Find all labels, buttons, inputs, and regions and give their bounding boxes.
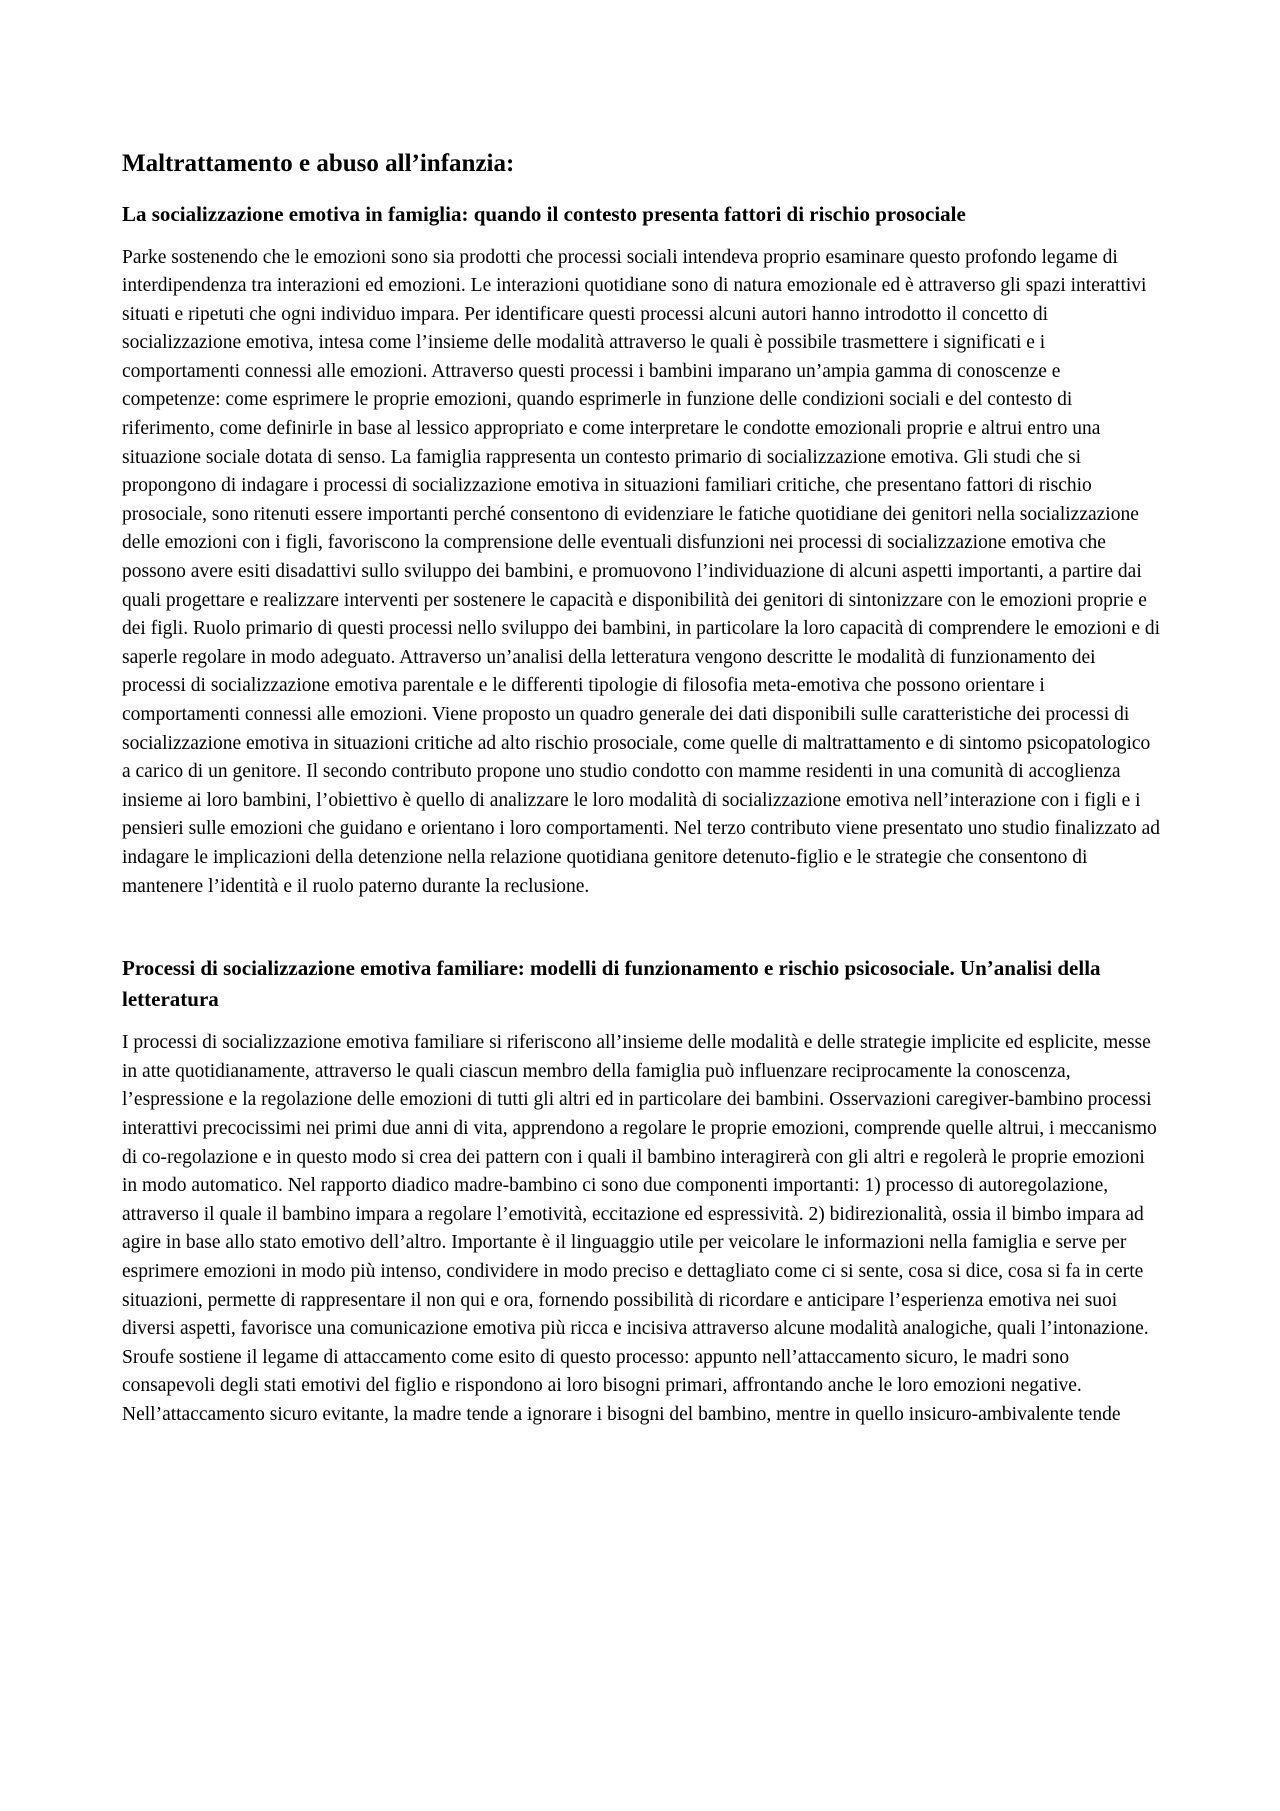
section-paragraph: I processi di socializzazione emotiva familiare si riferiscono all’insieme delle modalità e delle strategie implicite ed esplicite, messe in atte quotidianamente, attraverso le quali ciascun membro della famiglia può influenzare reciprocamente la conoscenza, l’espressione e la regolazione delle emozioni di tutti gli altri ed in particolare dei bambini. Osservazioni caregiver-bambino processi interattivi precocissimi nei primi due anni di vita, apprendono a regolare le proprie emozioni, comprende quelle altrui, i meccanismo di co-regolazione e in questo modo si crea dei pattern con i quali il bambino interagirerà con gli altri e regolerà le proprie emozioni in modo automatico. Nel rapporto diadico madre-bambino ci sono due componenti importanti: 1) processo di autoregolazione, attraverso il quale il bambino impara a regolare l’emotività, eccitazione ed espressività. 2) bidirezionalità, ossia il bimbo impara ad agire in base allo stato emotivo dell’altro. Importante è il linguaggio utile per veicolare le informazioni nella famiglia e serve per esprimere emozioni in modo più intenso, condividere in modo preciso e dettagliato come ci si sente, cosa si dice, cosa si fa in certe situazioni, permette di rappresentare il non qui e ora, fornendo possibilità di ricordare e anticipare l’esperienza emotiva nei suoi diversi aspetti, favorisce una comunicazione emotiva più ricca e incisiva attraverso alcune modalità analogiche, quali l’intonazione. Sroufe sostiene il legame di attaccamento come esito di questo processo: appunto nell’attaccamento sicuro, le madri sono consapevoli degli stati emotivi del figlio e rispondono ai loro bisogni primari, affrontando anche le loro emozioni negative. Nell’attaccamento sicuro evitante, la madre tende a ignorare i bisogni del bambino, mentre in quello insicuro-ambivalente tende	[122, 1032, 1157, 1425]
section-processi-familiari	[122, 953, 1162, 1429]
document-title: Maltrattamento e abuso all’infanzia:	[122, 150, 515, 177]
section-paragraph: Parke sostenendo che le emozioni sono sia prodotti che processi sociali intendeva proprio esaminare questo profondo legame di interdipendenza tra interazioni ed emozioni. Le interazioni quotidiane sono di natura emozionale ed è attraverso gli spazi interattivi situati e ripetuti che ogni individuo impara. Per identificare questi processi alcuni autori hanno introdotto il concetto di socializzazione emotiva, intesa come l’insieme delle modalità attraverso le quali è possibile trasmettere i significati e i comportamenti connessi alle emozioni. Attraverso questi processi i bambini imparano un’ampia gamma di conoscenze e competenze: come esprimere le proprie emozioni, quando esprimerle in funzione delle condizioni sociali e del contesto di riferimento, come definirle in base al lessico appropriato e come interpretare le condotte emozionali proprie e altrui entro una situazione sociale dotata di senso. La famiglia rappresenta un contesto primario di socializzazione emotiva. Gli studi che si propongono di indagare i processi di socializzazione emotiva in situazioni familiari critiche, che presentano fattori di rischio prosociale, sono ritenuti essere importanti perché consentono di evidenziare le fatiche quotidiane dei genitori nella socializzazione delle emozioni con i figli, favoriscono la comprensione delle eventuali disfunzioni nei processi di socializzazione emotiva che possono avere esiti disadattivi sullo sviluppo dei bambini, e promuovono l’individuazione di alcuni aspetti importanti, a partire dai quali progettare e realizzare interventi per sostenere le capacità e disponibilità dei genitori di sintonizzare con le emozioni proprie e dei figli. Ruolo primario di questi processi nello sviluppo dei bambini, in particolare la loro capacità di comprendere le emozioni e di saperle regolare in modo adeguato. Attraverso un’analisi della letteratura vengono descritte le modalità di funzionamento dei processi di socializzazione emotiva parentale e le differenti tipologie di filosofia meta-emotiva che possono orientare i comportamenti connessi alle emozioni. Viene proposto un quadro generale dei dati disponibili sulle caratteristiche dei processi di socializzazione emotiva in situazioni critiche ad alto rischio prosociale, come quelle di maltrattamento e di sintomo psicopatologico a carico di un genitore. Il secondo contributo propone uno studio condotto con mamme residenti in una comunità di accoglienza insieme ai loro bambini, l’obiettivo è quello di analizzare le loro modalità di socializzazione emotiva nell’interazione con i figli e i pensieri sulle emozioni che guidano e orientano i loro comportamenti. Nel terzo contributo viene presentato uno studio finalizzato ad indagare le implicazioni della detenzione nella relazione quotidiana genitore detenuto-figlio e le strategie che consentono di mantenere l’identità e il ruolo paterno durante la reclusione.	[122, 246, 1161, 897]
section-heading: La socializzazione emotiva in famiglia: quando il contesto presenta fattori di rischio prosociale	[122, 201, 966, 226]
document-page	[122, 148, 1162, 1429]
section-heading: Processi di socializzazione emotiva familiare: modelli di funzionamento e rischio psicosociale. Un’analisi della letteratura	[122, 956, 1101, 1012]
section-socializzazione-emotiva	[122, 199, 1162, 902]
